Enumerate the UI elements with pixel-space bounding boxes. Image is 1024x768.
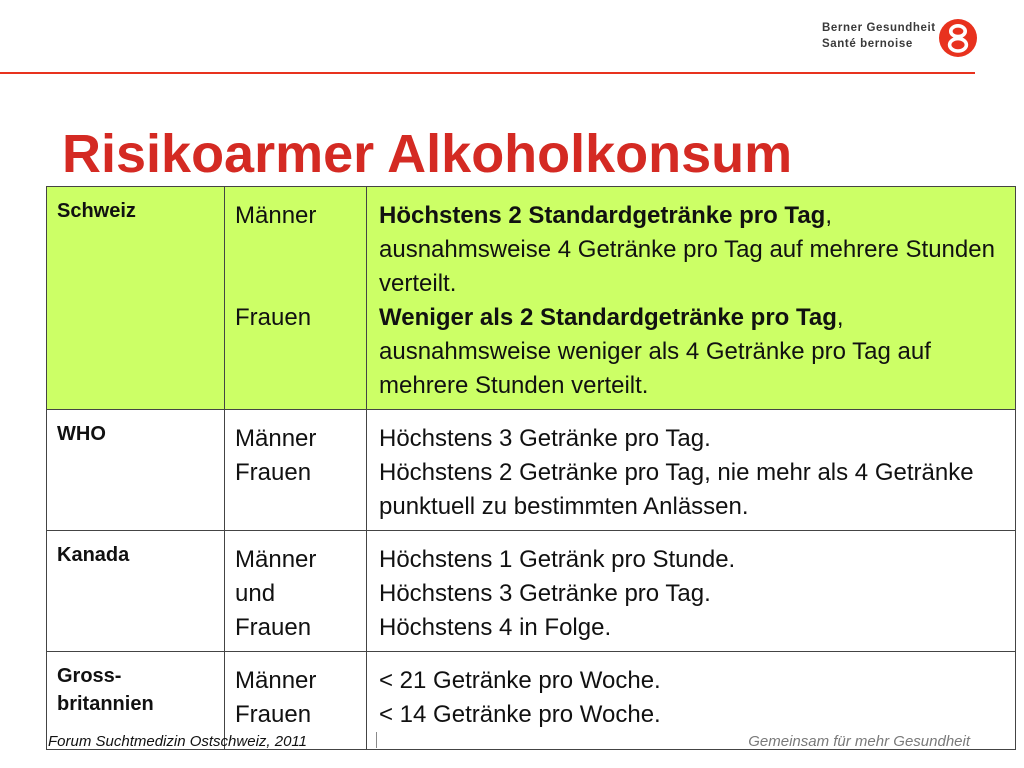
- gender-women: Frauen: [235, 459, 312, 486]
- gender-cell: [225, 531, 367, 652]
- country-cell: [47, 410, 225, 531]
- header-divider: [0, 72, 975, 74]
- rule-men: Höchstens 3 Getränke pro Tag.: [379, 425, 711, 452]
- rule-men: < 21 Getränke pro Woche.: [379, 667, 661, 694]
- recommendations-table: [46, 186, 1016, 750]
- gender-men: Männer: [235, 425, 317, 452]
- gender-cell: [225, 187, 367, 410]
- gender-line-1: Männer: [235, 546, 317, 573]
- rule-cell: [367, 410, 1016, 531]
- country-cell: [47, 531, 225, 652]
- country-label-line-2: britannien: [57, 693, 154, 715]
- rule-women: Höchstens 2 Getränke pro Tag, nie mehr als 4 Getränke punktuell zu bestimmten Anlässen.: [379, 459, 974, 520]
- rule-women-bold: Weniger als 2 Standardgetränke pro Tag: [379, 304, 837, 331]
- berner-gesundheit-logo-icon: [938, 18, 978, 58]
- rule-men: Höchstens 2 Standardgetränke pro Tag, ausnahmsweise 4 Getränke pro Tag auf mehrere Stunden verteilt.: [379, 202, 995, 297]
- table-row-who: [47, 410, 1016, 531]
- gender-men: Männer: [235, 667, 317, 694]
- rule-men-bold: Höchstens 2 Standardgetränke pro Tag: [379, 202, 826, 229]
- gender-cell: [225, 410, 367, 531]
- slide-title: Risikoarmer Alkoholkonsum: [62, 124, 793, 184]
- footer-slogan: Gemeinsam für mehr Gesundheit: [748, 733, 970, 750]
- footer-divider: [376, 732, 377, 748]
- rule-line-3: Höchstens 4 in Folge.: [379, 614, 612, 641]
- country-label-line-1: Gross-: [57, 665, 122, 687]
- rule-line-2: Höchstens 3 Getränke pro Tag.: [379, 580, 711, 607]
- brand-line-1: Berner Gesundheit: [822, 22, 936, 34]
- country-label: WHO: [57, 423, 106, 445]
- rule-men-rest: ausnahmsweise 4 Getränke pro Tag auf mehrere Stunden verteilt.: [379, 236, 995, 297]
- brand-line-2: Santé bernoise: [822, 38, 913, 50]
- rule-cell: [367, 187, 1016, 410]
- rule-cell: [367, 531, 1016, 652]
- country-label: Schweiz: [57, 200, 136, 222]
- country-label: Kanada: [57, 544, 130, 566]
- rule-women: < 14 Getränke pro Woche.: [379, 701, 661, 728]
- rule-line-1: Höchstens 1 Getränk pro Stunde.: [379, 546, 736, 573]
- gender-women: Frauen: [235, 304, 312, 331]
- gender-women: Frauen: [235, 701, 312, 728]
- footer-source: Forum Suchtmedizin Ostschweiz, 2011: [48, 733, 307, 750]
- brand-wordmark: [822, 20, 936, 52]
- rule-women: Weniger als 2 Standardgetränke pro Tag, ausnahmsweise weniger als 4 Getränke pro Tag auf mehrere Stunden verteilt.: [379, 304, 931, 399]
- table-row-kanada: [47, 531, 1016, 652]
- country-cell: [47, 187, 225, 410]
- gender-men: Männer: [235, 202, 317, 229]
- gender-line-3: Frauen: [235, 614, 312, 641]
- gender-line-2: und: [235, 580, 276, 607]
- rule-women-rest: ausnahmsweise weniger als 4 Getränke pro Tag auf mehrere Stunden verteilt.: [379, 338, 931, 399]
- table-row-schweiz: [47, 187, 1016, 410]
